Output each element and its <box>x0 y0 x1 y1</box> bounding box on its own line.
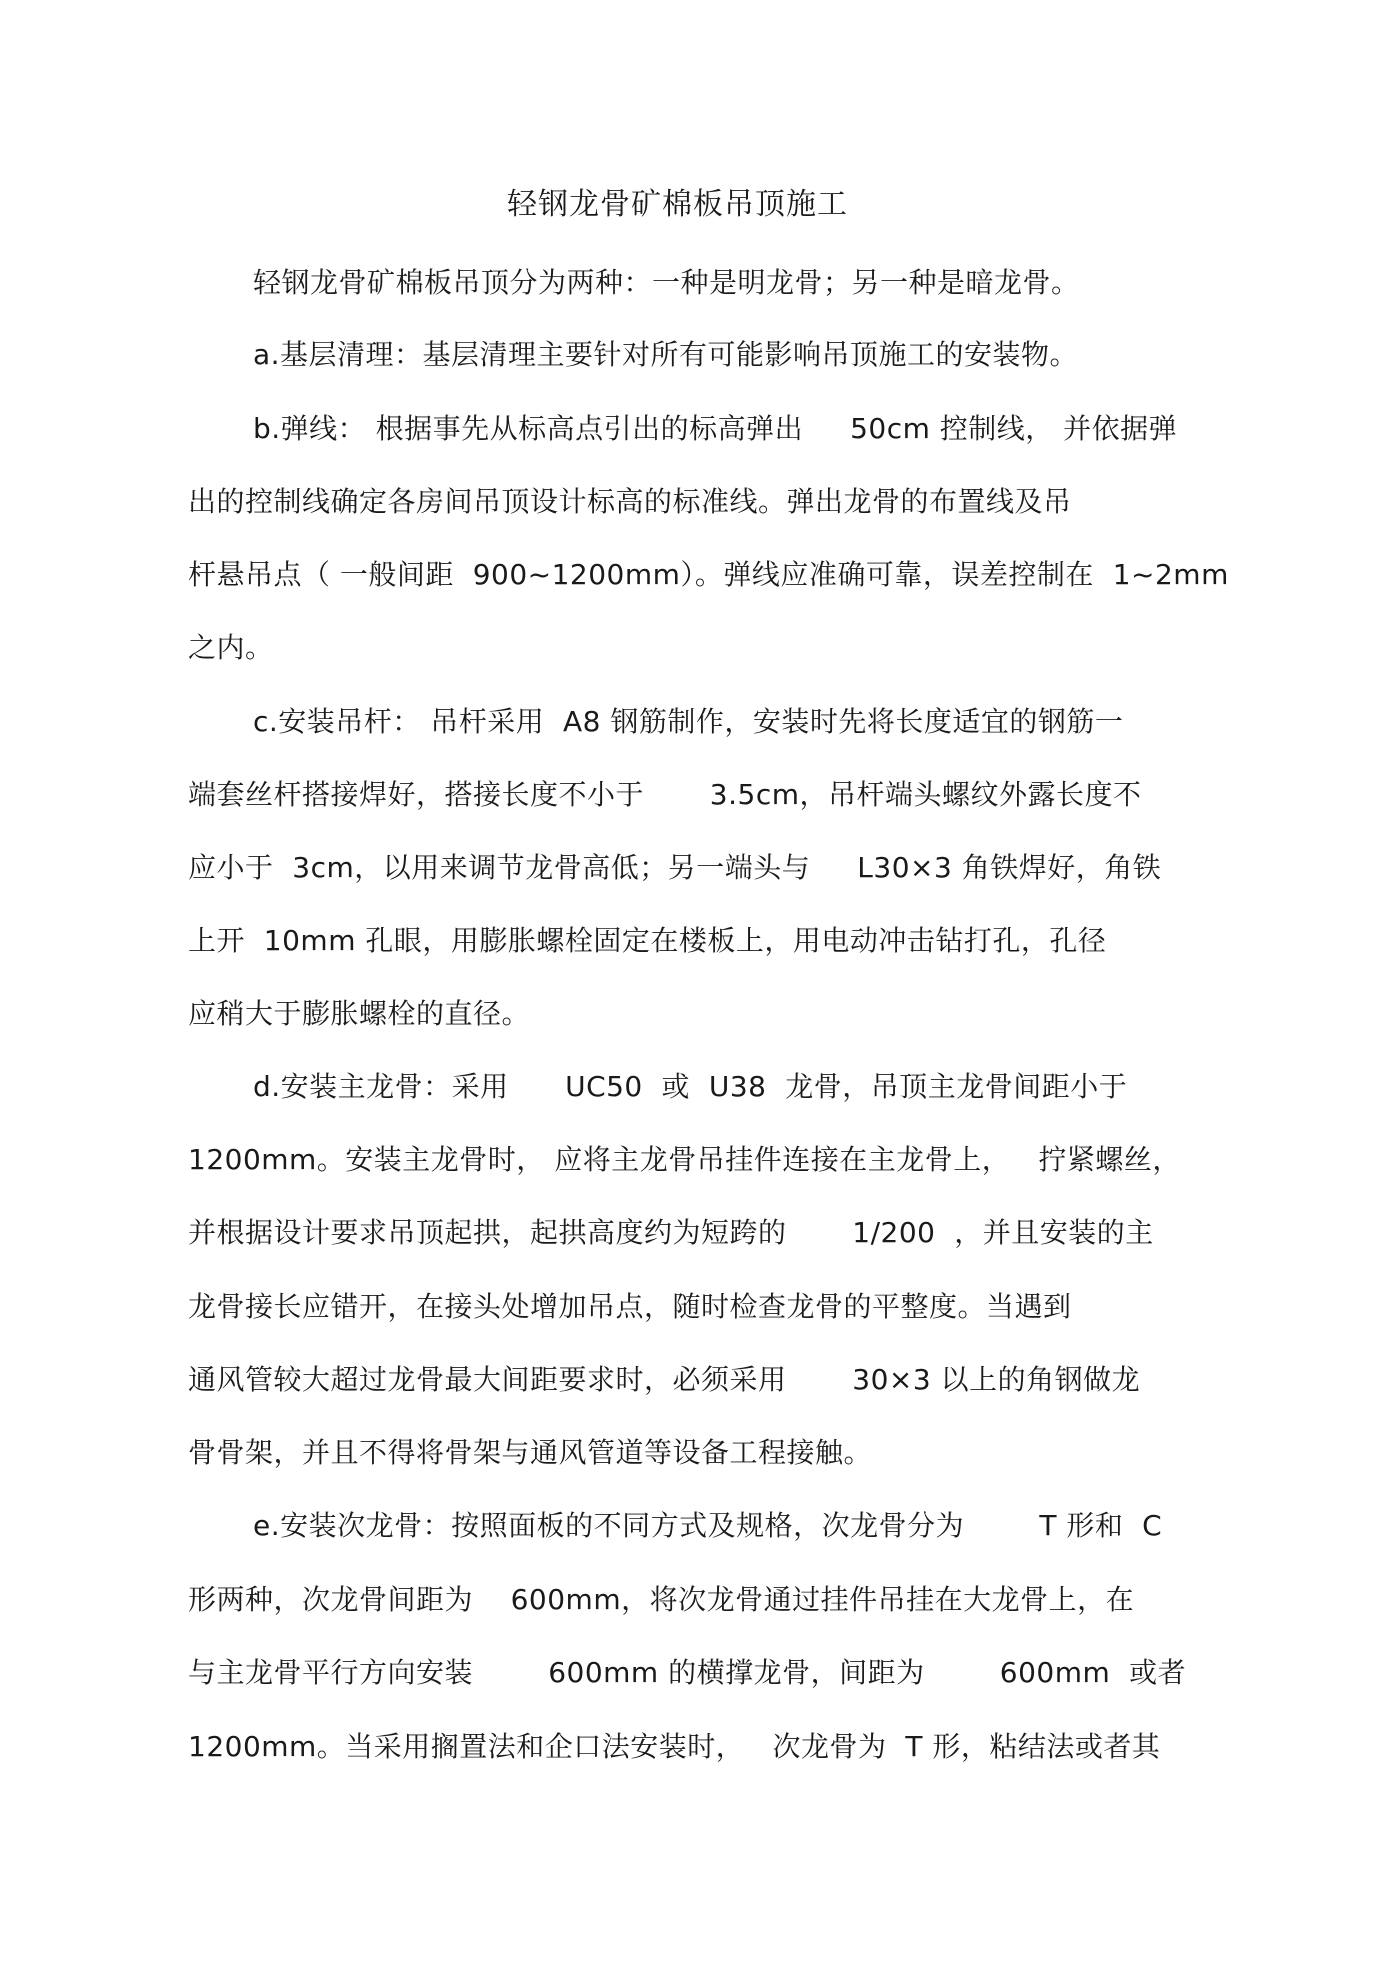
body-line: 龙骨接长应错开，在接头处增加吊点，随时检查龙骨的平整度。当遇到 <box>188 1290 1072 1323</box>
body-line: e.安装次龙骨：按照面板的不同方式及规格，次龙骨分为 T 形和 C <box>253 1509 1163 1542</box>
body-line: 应稍大于膨胀螺栓的直径。 <box>188 997 531 1030</box>
document-title: 轻钢龙骨矿棉板吊顶施工 <box>507 187 848 222</box>
body-line: 杆悬吊点（ 一般间距 900~1200mm）。弹线应准确可靠，误差控制在 1~2mm <box>188 558 1229 591</box>
body-line: 1200mm。安装主龙骨时， 应将主龙骨吊挂件连接在主龙骨上， 拧紧螺丝， <box>188 1143 1181 1176</box>
body-line: 上开 10mm 孔眼，用膨胀螺栓固定在楼板上，用电动冲击钻打孔，孔径 <box>188 924 1107 957</box>
body-line: c.安装吊杆： 吊杆采用 A8 钢筋制作，安装时先将长度适宜的钢筋一 <box>253 705 1124 738</box>
body-line: 并根据设计要求吊顶起拱，起拱高度约为短跨的 1/200 ，并且安装的主 <box>188 1216 1154 1249</box>
body-line: 1200mm。当采用搁置法和企口法安装时， 次龙骨为 T 形，粘结法或者其 <box>188 1730 1161 1763</box>
body-line: a.基层清理：基层清理主要针对所有可能影响吊顶施工的安装物。 <box>253 338 1079 371</box>
body-line: 骨骨架，并且不得将骨架与通风管道等设备工程接触。 <box>188 1436 873 1469</box>
body-line: 之内。 <box>188 631 274 664</box>
body-line: 形两种，次龙骨间距为 600mm，将次龙骨通过挂件吊挂在大龙骨上，在 <box>188 1583 1135 1616</box>
body-line: 通风管较大超过龙骨最大间距要求时，必须采用 30×3 以上的角钢做龙 <box>188 1363 1141 1396</box>
body-line: b.弹线： 根据事先从标高点引出的标高弹出 50cm 控制线， 并依据弹 <box>253 412 1178 445</box>
body-line: 端套丝杆搭接焊好，搭接长度不小于 3.5cm，吊杆端头螺纹外露长度不 <box>188 778 1142 811</box>
body-line: 应小于 3cm，以用来调节龙骨高低；另一端头与 L30×3 角铁焊好，角铁 <box>188 851 1162 884</box>
body-line: 与主龙骨平行方向安装 600mm 的横撑龙骨，间距为 600mm 或者 <box>188 1656 1187 1689</box>
body-line: 出的控制线确定各房间吊顶设计标高的标准线。弹出龙骨的布置线及吊 <box>188 485 1072 518</box>
body-line: d.安装主龙骨：采用 UC50 或 U38 龙骨，吊顶主龙骨间距小于 <box>253 1070 1128 1103</box>
body-line: 轻钢龙骨矿棉板吊顶分为两种：一种是明龙骨；另一种是暗龙骨。 <box>253 266 1080 299</box>
